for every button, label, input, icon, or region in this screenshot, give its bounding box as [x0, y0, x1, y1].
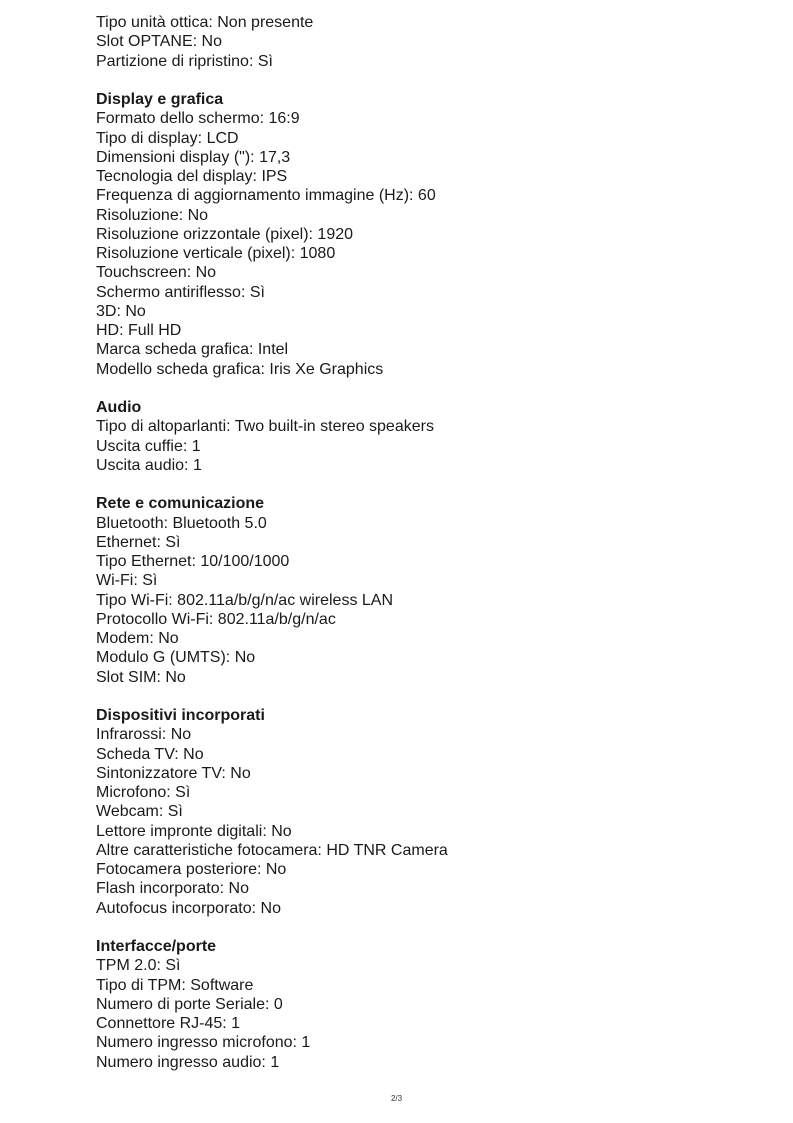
spec-line: Tipo Wi-Fi: 802.11a/b/g/n/ac wireless LAN	[96, 591, 394, 609]
spec-line: Microfono: Sì	[96, 784, 191, 801]
spec-line: Bluetooth: Bluetooth 5.0	[96, 514, 267, 532]
section-spacer	[96, 687, 756, 706]
spec-line: Tecnologia del display: IPS	[96, 168, 288, 185]
spec-line: Tipo di TPM: Software	[96, 976, 254, 994]
spec-line: Tipo unità ottica: Non presente	[96, 14, 314, 31]
spec-line: Altre caratteristiche fotocamera: HD TNR Camera	[96, 841, 448, 859]
spec-line: Slot SIM: No	[96, 668, 186, 686]
spec-line: Ethernet: Sì	[96, 533, 181, 551]
spec-line: Flash incorporato: No	[96, 880, 249, 898]
spec-line: Partizione di ripristino: Sì	[96, 52, 273, 70]
spec-line: Wi-Fi: Sì	[96, 572, 158, 590]
section-heading: Audio	[96, 399, 142, 416]
spec-line: 3D: No	[96, 302, 146, 320]
spec-line: Frequenza di aggiornamento immagine (Hz): 60	[96, 187, 436, 205]
page-number: 2/3	[390, 1094, 403, 1103]
spec-line: Sintonizzatore TV: No	[96, 764, 251, 782]
spec-line: Marca scheda grafica: Intel	[96, 341, 289, 359]
spec-line: Fotocamera posteriore: No	[96, 861, 287, 878]
spec-line: Formato dello schermo: 16:9	[96, 110, 300, 128]
section-spacer	[96, 475, 756, 494]
spec-line: Schermo antiriflesso: Sì	[96, 283, 265, 301]
spec-line: Connettore RJ-45: 1	[96, 1015, 241, 1032]
section-spacer	[96, 918, 756, 937]
spec-line: Autofocus incorporato: No	[96, 899, 281, 917]
spec-document	[96, 13, 756, 1072]
spec-line: Numero ingresso microfono: 1	[96, 1034, 311, 1052]
section-spacer	[96, 379, 756, 398]
spec-line: Tipo di display: LCD	[96, 129, 239, 147]
spec-line: HD: Full HD	[96, 322, 182, 339]
spec-line: Tipo di altoparlanti: Two built-in stereo speakers	[96, 418, 434, 436]
spec-line: Infrarossi: No	[96, 726, 192, 744]
section-heading: Rete e comunicazione	[96, 495, 265, 513]
section-heading: Interfacce/porte	[96, 938, 217, 955]
section-spacer	[96, 71, 756, 90]
section-heading: Display e grafica	[96, 91, 224, 108]
spec-line: Modello scheda grafica: Iris Xe Graphics	[96, 360, 384, 378]
spec-line: Dimensioni display ("): 17,3	[96, 148, 291, 166]
spec-line: Uscita audio: 1	[96, 456, 202, 474]
spec-line: Slot OPTANE: No	[96, 33, 222, 51]
spec-line: Numero di porte Seriale: 0	[96, 995, 283, 1013]
spec-line: Uscita cuffie: 1	[96, 437, 201, 455]
spec-line: Numero ingresso audio: 1	[96, 1053, 280, 1071]
spec-line: Modem: No	[96, 630, 179, 647]
spec-line: Protocollo Wi-Fi: 802.11a/b/g/n/ac	[96, 610, 336, 628]
spec-line: Risoluzione: No	[96, 206, 209, 224]
section-heading: Dispositivi incorporati	[96, 707, 265, 724]
spec-line: Modulo G (UMTS): No	[96, 649, 256, 667]
spec-line: Lettore impronte digitali: No	[96, 822, 292, 840]
spec-line: Webcam: Sì	[96, 803, 183, 821]
spec-line: Scheda TV: No	[96, 745, 204, 763]
spec-line: Risoluzione verticale (pixel): 1080	[96, 245, 336, 262]
spec-line: Touchscreen: No	[96, 264, 217, 282]
spec-line: Risoluzione orizzontale (pixel): 1920	[96, 225, 354, 243]
spec-line: TPM 2.0: Sì	[96, 957, 181, 975]
spec-line: Tipo Ethernet: 10/100/1000	[96, 553, 290, 570]
